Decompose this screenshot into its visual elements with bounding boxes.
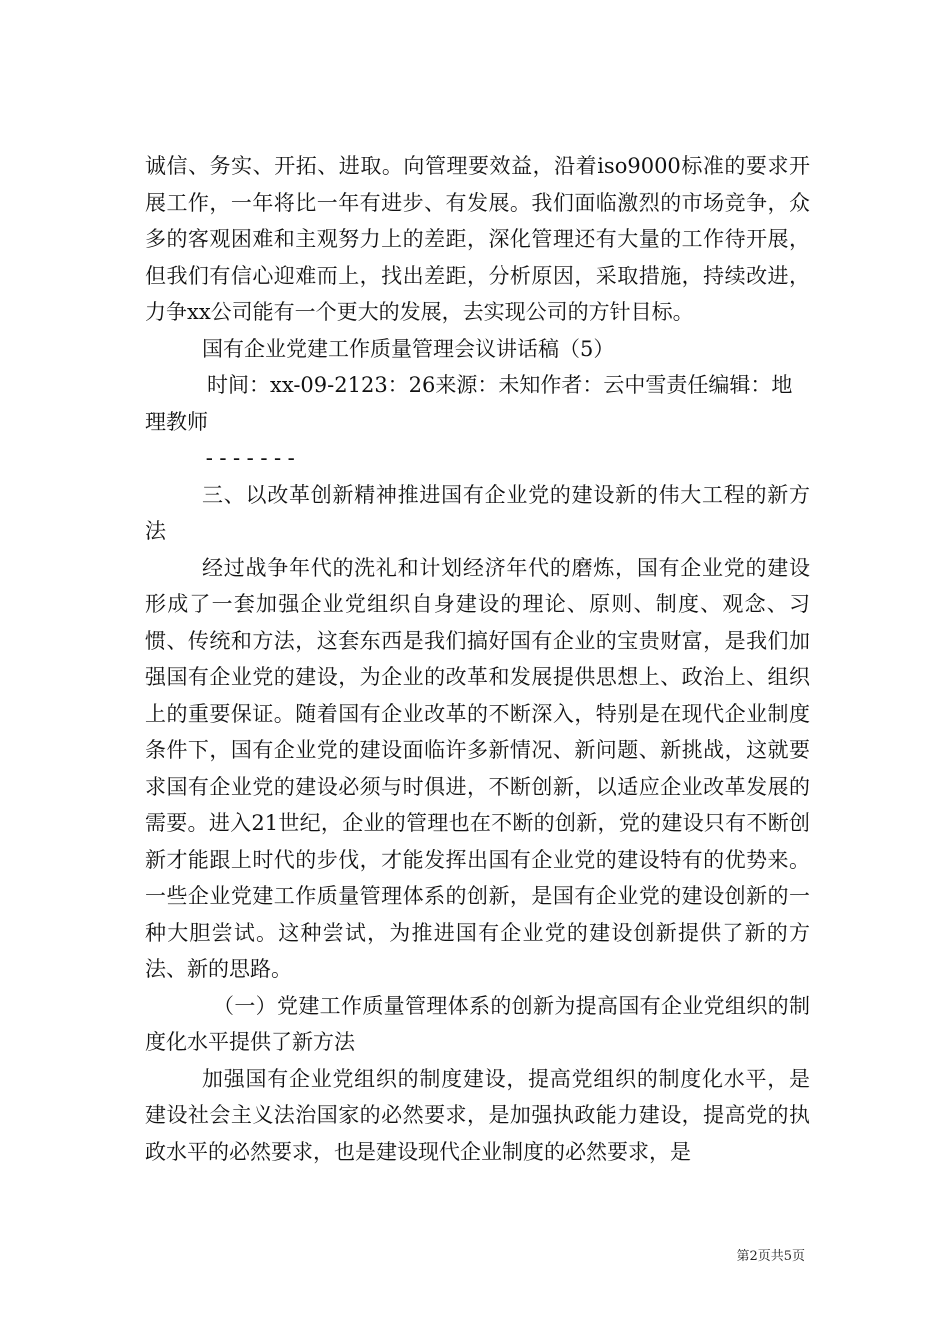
document-page <box>145 148 810 1170</box>
section-heading: 三、以改革创新精神推进国有企业党的建设新的伟大工程的新方法 <box>145 482 810 543</box>
body-paragraph-2: 加强国有企业党组织的制度建设，提高党组织的制度化水平，是建设社会主义法治国家的必然要求，是加强执政能力建设，提高党的执政水平的必然要求，也是建设现代企业制度的必然要求，是 <box>145 1066 810 1164</box>
page-indicator: 第2页共5页 <box>736 1249 805 1264</box>
subsection-heading: （一）党建工作质量管理体系的创新为提高国有企业党组织的制度化水平提供了新方法 <box>145 993 810 1054</box>
body-paragraph: 经过战争年代的洗礼和计划经济年代的磨炼，国有企业党的建设形成了一套加强企业党组织自身建设的理论、原则、制度、观念、习惯、传统和方法，这套东西是我们搞好国有企业的宝贵财富，是我们加强国有企业党的建设，为企业的改革和发展提供思想上、政治上、组织上的重要保证。随着国有企业改革的不断深入，特别是在现代企业制度条件下，国有企业党的建设面临许多新情况、新问题、新挑战，这就要求国有企业党的建设必须与时俱进，不断创新，以适应企业改革发展的需要。进入21世纪，企业的管理也在不断的创新，党的建设只有不断创新才能跟上时代的步伐，才能发挥出国有企业党的建设特有的优势来。一些企业党建工作质量管理体系的创新，是国有企业党的建设创新的一种大胆尝试。这种尝试，为推进国有企业党的建设创新提供了新的方法、新的思路。 <box>145 555 810 981</box>
intro-paragraph: 诚信、务实、开拓、进取。向管理要效益，沿着iso9000标准的要求开展工作，一年将比一年有进步、有发展。我们面临激烈的市场竞争，众多的客观困难和主观努力上的差距，深化管理还有大量的工作待开展，但我们有信心迎难而上，找出差距，分析原因，采取措施，持续改进，力争xx公司能有一个更大的发展，去实现公司的方针目标。 <box>145 154 810 324</box>
article-title: 国有企业党建工作质量管理会议讲话稿（5） <box>202 336 615 361</box>
article-meta: 时间：xx-09-2123：26来源：未知作者：云中雪责任编辑：地理教师 <box>145 373 793 434</box>
divider-line: ------- <box>203 446 299 470</box>
